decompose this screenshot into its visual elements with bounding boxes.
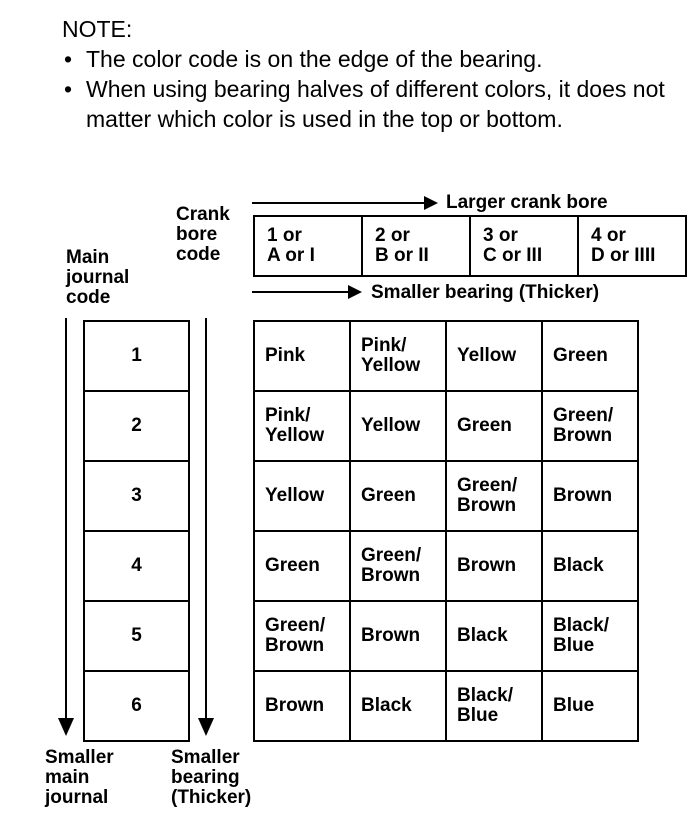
bearing-color-cell: Yellow xyxy=(254,461,350,531)
bearing-color-cell: Green xyxy=(350,461,446,531)
main-journal-code-cell: 3 xyxy=(84,461,189,531)
bearing-color-cell: Green/ Brown xyxy=(446,461,542,531)
table-row xyxy=(254,531,638,601)
bearing-color-cell: Brown xyxy=(254,671,350,741)
bearing-color-cell: Black/ Blue xyxy=(446,671,542,741)
main-journal-code-label: Main journal code xyxy=(66,247,130,308)
bearing-color-cell: Black xyxy=(350,671,446,741)
bearing-color-cell: Green xyxy=(542,321,638,391)
bearing-color-cell: Green/ Brown xyxy=(350,531,446,601)
bearing-color-cell: Brown xyxy=(446,531,542,601)
table-row xyxy=(254,601,638,671)
bearing-color-cell: Brown xyxy=(350,601,446,671)
smaller-bearing-arrow-icon xyxy=(252,291,348,293)
larger-crank-bore-label: Larger crank bore xyxy=(446,192,608,213)
main-journal-code-cell: 5 xyxy=(84,601,189,671)
note-section xyxy=(62,14,672,134)
crank-bore-code-cell: 2 or B or II xyxy=(362,216,470,276)
table-row xyxy=(254,321,638,391)
smaller-bearing-thicker-bottom-label: Smaller bearing (Thicker) xyxy=(171,747,252,808)
main-journal-code-cell: 4 xyxy=(84,531,189,601)
bearing-color-cell: Yellow xyxy=(446,321,542,391)
bearing-color-cell: Yellow xyxy=(350,391,446,461)
bearing-color-cell: Green xyxy=(254,531,350,601)
crank-bore-code-cell: 4 or D or IIII xyxy=(578,216,686,276)
larger-crank-bore-arrow-icon xyxy=(252,202,424,204)
crank-bore-code-label: Crank bore code xyxy=(176,204,230,265)
main-journal-code-cell: 1 xyxy=(84,321,189,391)
bullet-icon: • xyxy=(64,76,73,102)
bearing-color-cell: Black/ Blue xyxy=(542,601,638,671)
table-row xyxy=(254,391,638,461)
bearing-color-cell: Green xyxy=(446,391,542,461)
smaller-main-journal-arrow-icon xyxy=(65,318,67,718)
main-journal-code-cell: 2 xyxy=(84,391,189,461)
main-journal-code-table xyxy=(83,320,190,742)
bearing-color-cell: Pink/ Yellow xyxy=(254,391,350,461)
note-item-text: When using bearing halves of different colors, it does not matter which color is used in the top or bottom. xyxy=(86,76,665,132)
bearing-color-cell: Pink xyxy=(254,321,350,391)
bearing-color-cell: Blue xyxy=(542,671,638,741)
bearing-color-cell: Brown xyxy=(542,461,638,531)
crank-bore-code-cell: 1 or A or I xyxy=(254,216,362,276)
smaller-main-journal-label: Smaller main journal xyxy=(45,747,114,808)
bearing-color-cell: Green/ Brown xyxy=(542,391,638,461)
table-row xyxy=(254,461,638,531)
bearing-color-cell: Black xyxy=(542,531,638,601)
crank-bore-code-cell: 3 or C or III xyxy=(470,216,578,276)
bearing-color-cell: Black xyxy=(446,601,542,671)
main-journal-code-cell: 6 xyxy=(84,671,189,741)
bearing-color-cell: Pink/ Yellow xyxy=(350,321,446,391)
smaller-bearing-vertical-arrow-icon xyxy=(205,318,207,718)
bullet-icon: • xyxy=(64,46,73,72)
note-item-text: The color code is on the edge of the bearing. xyxy=(86,46,543,72)
note-item-2 xyxy=(62,74,672,134)
note-title: NOTE: xyxy=(62,16,133,42)
bearing-color-cell: Green/ Brown xyxy=(254,601,350,671)
table-row xyxy=(254,671,638,741)
smaller-bearing-thicker-label: Smaller bearing (Thicker) xyxy=(371,282,600,303)
bearing-color-table xyxy=(253,320,639,742)
crank-bore-code-table xyxy=(253,215,687,277)
note-item-1 xyxy=(62,44,672,74)
